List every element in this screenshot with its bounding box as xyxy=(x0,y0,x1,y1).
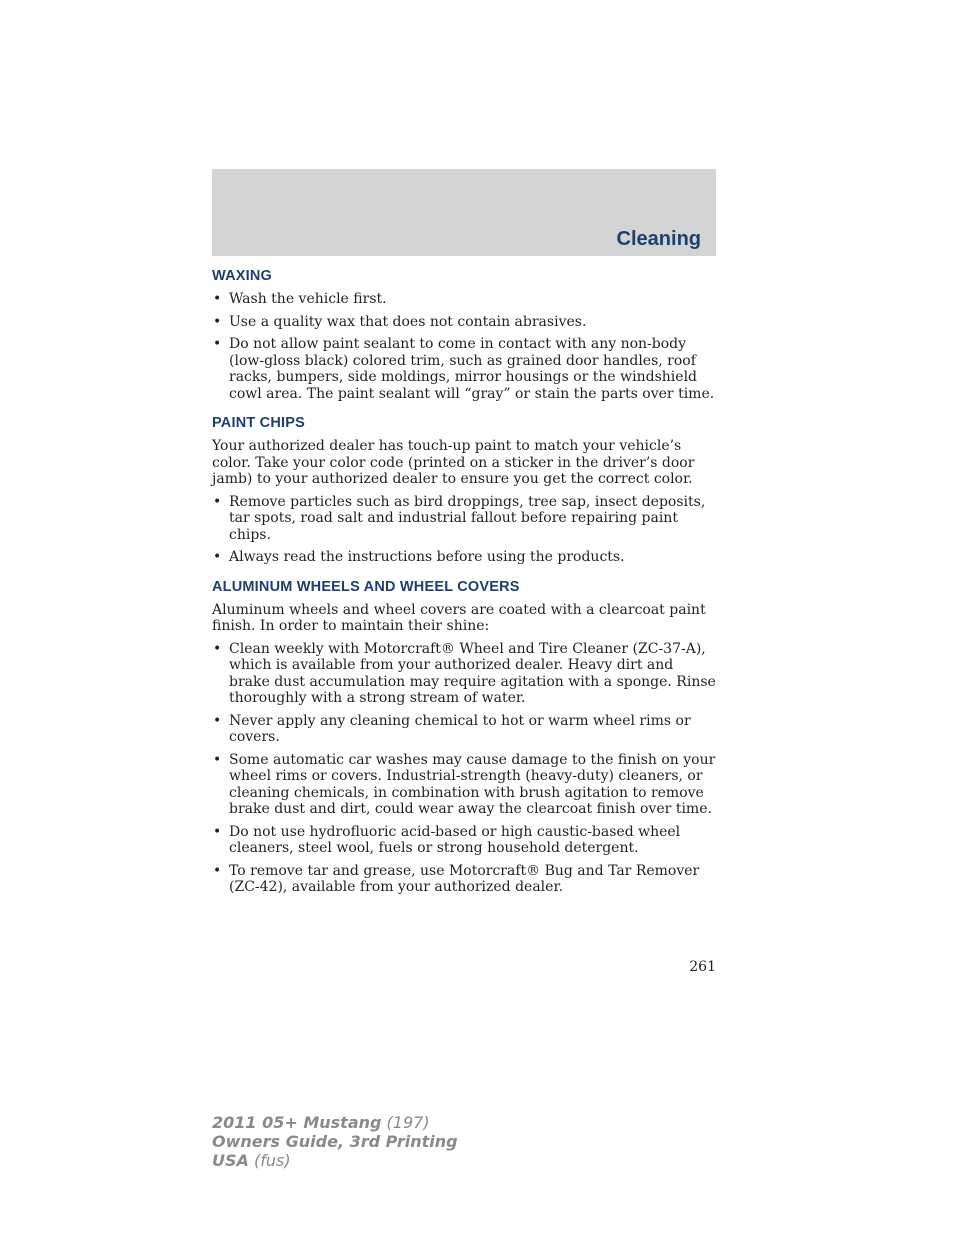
list-item: • Clean weekly with Motorcraft® Wheel and Tire Cleaner (ZC-37-A), which is available from your authorized dealer. Heavy dirt and brake dust accumulation may require agitation with a sponge. Rinse thoroughly with a strong stream of water. xyxy=(213,640,716,706)
list-item: • To remove tar and grease, use Motorcraft® Bug and Tar Remover (ZC-42), available from your authorized dealer. xyxy=(213,862,700,895)
list-item: • Never apply any cleaning chemical to hot or warm wheel rims or covers. xyxy=(213,712,691,745)
list-item: • Wash the vehicle first. xyxy=(213,291,387,307)
list-item: • Some automatic car washes may cause damage to the finish on your wheel rims or covers. Industrial-strength (heavy-duty) cleaners, or cleaning chemicals, in combination with brush agitation to remove brake dust and dirt, could wear away the clearcoat finish over time. xyxy=(213,751,716,817)
page-content xyxy=(212,268,716,902)
aluminum-wheels-intro: Aluminum wheels and wheel covers are coated with a clearcoat paint finish. In order to maintain their shine: xyxy=(212,601,706,634)
paint-chips-list xyxy=(212,494,716,566)
section-heading-aluminum-wheels: ALUMINUM WHEELS AND WHEEL COVERS xyxy=(212,578,520,595)
list-item: • Remove particles such as bird droppings, tree sap, insect deposits, tar spots, road salt and industrial fallout before repairing paint chips. xyxy=(213,493,706,543)
bullet-glyph: • xyxy=(213,823,222,840)
bullet-glyph: • xyxy=(213,751,222,768)
list-item: • Use a quality wax that does not contain abrasives. xyxy=(213,313,587,330)
bullet-glyph: • xyxy=(213,549,222,565)
document-footer xyxy=(212,1113,458,1170)
footer-line-market: USA (fus) xyxy=(212,1151,291,1170)
footer-line-model: 2011 05+ Mustang (197) xyxy=(212,1113,430,1132)
aluminum-wheels-list xyxy=(212,641,716,896)
list-item: • Do not allow paint sealant to come in contact with any non-body (low-gloss black) colored trim, such as grained door handles, roof racks, bumpers, side moldings, mirror housings or the windshield cowl area. The paint sealant will “gray” or stain the parts over time. xyxy=(213,336,715,402)
paint-chips-intro: Your authorized dealer has touch-up paint to match your vehicle’s color. Take your color code (printed on a sticker in the driver’s door jamb) to your authorized dealer to ensure you get the correct color. xyxy=(212,438,695,487)
section-heading-waxing: WAXING xyxy=(212,268,273,284)
bullet-glyph: • xyxy=(213,336,222,352)
bullet-glyph: • xyxy=(213,313,222,330)
footer-line-guide: Owners Guide, 3rd Printing xyxy=(212,1132,458,1151)
bullet-glyph: • xyxy=(213,493,222,510)
chapter-header-band xyxy=(212,169,716,256)
page-number: 261 xyxy=(689,959,716,975)
section-heading-paint-chips: PAINT CHIPS xyxy=(212,415,305,431)
list-item: • Always read the instructions before using the products. xyxy=(213,549,625,565)
bullet-glyph: • xyxy=(213,640,222,657)
chapter-title: Cleaning xyxy=(616,228,701,250)
waxing-list xyxy=(212,291,716,402)
bullet-glyph: • xyxy=(213,862,222,879)
bullet-glyph: • xyxy=(213,712,222,729)
bullet-glyph: • xyxy=(213,291,222,307)
list-item: • Do not use hydrofluoric acid-based or high caustic-based wheel cleaners, steel wool, fuels or strong household detergent. xyxy=(213,823,681,856)
